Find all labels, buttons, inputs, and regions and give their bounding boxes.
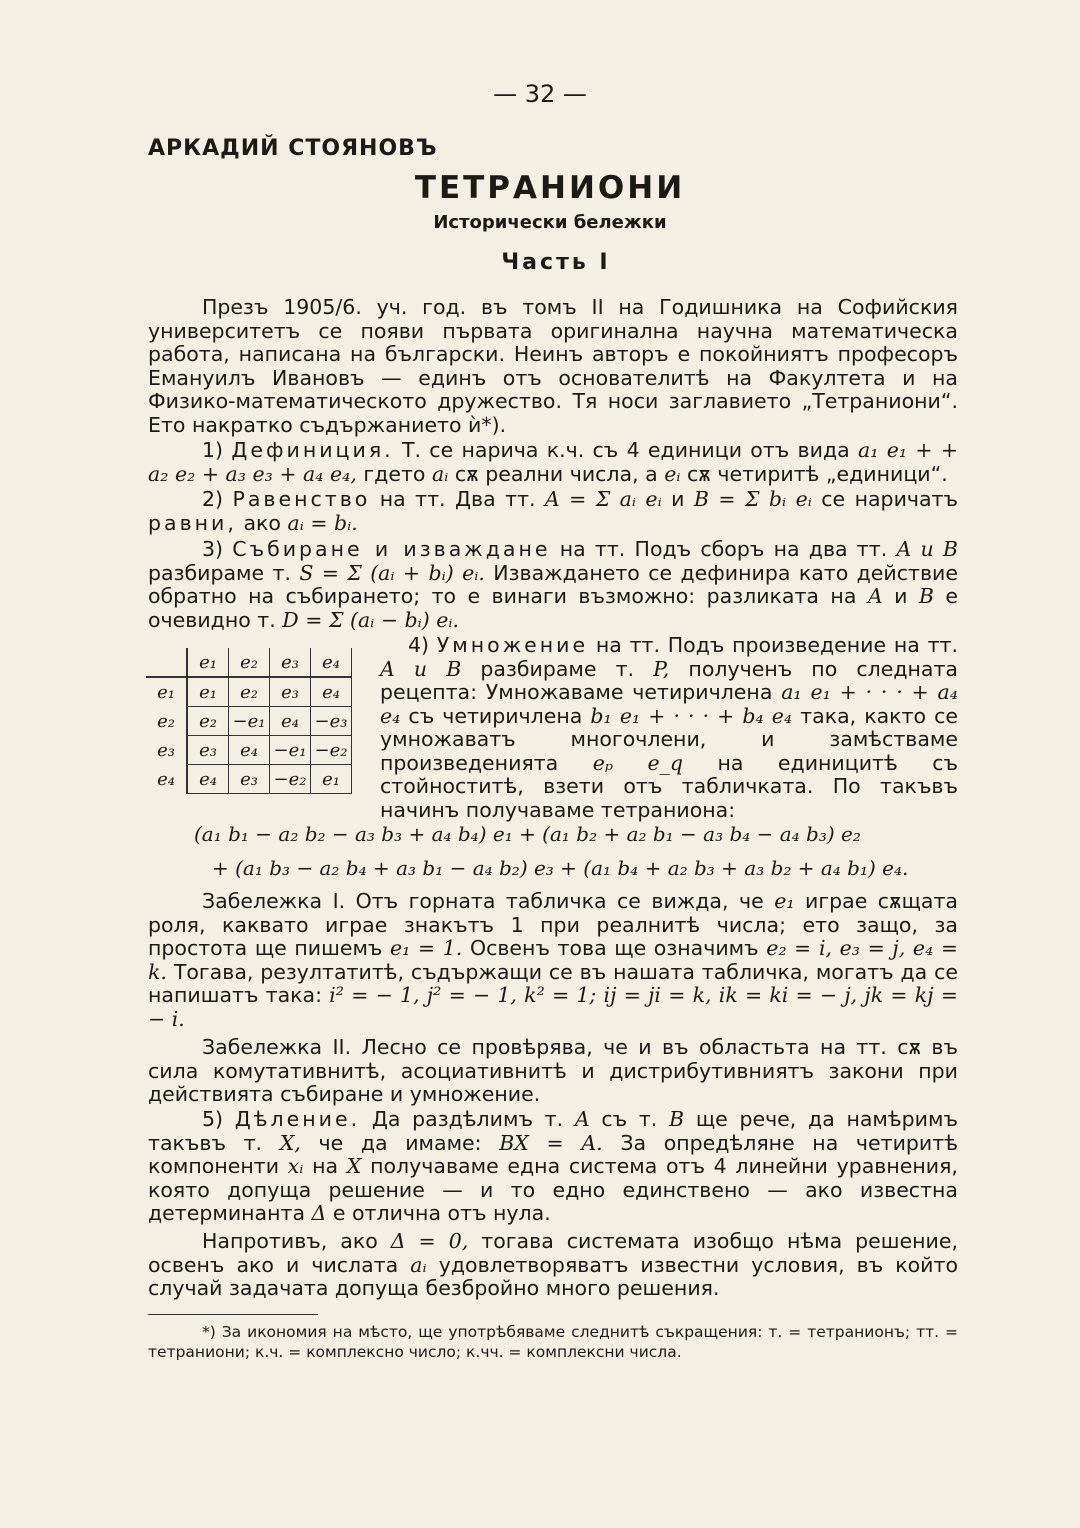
definition-paragraph: 1) Дефиниция. Т. се нарича к.ч. съ 4 единици отъ вида a₁ e₁ + + a₂ e₂ + a₃ e₃ + a₄ e₄, гдето aᵢ сѫ реални числа, а eᵢ сѫ четиритѣ „единици“. — [148, 438, 958, 486]
footnote: *) За икономия на мѣсто, ще употрѣбяваме следнитѣ съкращения: т. = тетранионъ; тт. = тетраниони; к.ч. = комплексно число; к.чч. = комплексни числа. — [148, 1323, 958, 1361]
product-formula-line-2: + (a₁ b₃ − a₂ b₄ + a₃ b₁ − a₄ b₂) e₃ + (a₁ b₄ + a₂ b₃ + a₃ b₂ + a₄ b₁) e₄. — [212, 856, 909, 880]
footnote-divider — [148, 1314, 318, 1315]
addition-heading: Събиране и изваждане — [232, 537, 551, 561]
division-heading: Дѣление. — [234, 1107, 361, 1131]
part-heading: Часть I — [501, 250, 611, 275]
table-row: e₂ e₂ −e₁ e₄ −e₃ — [146, 707, 352, 736]
remark-1: Забележка I. Отъ горната табличка се вижда, че e₁ играе сѫщата роля, каквато играе знакътъ 1 при реалнитѣ числа; ето защо, за простота ще пишемъ e₁ = 1. Освенъ това ще означимъ e₂ = i, e₃ = j, e₄ = k. Тогава, резултатитѣ, съдържащи се въ нашата табличка, могатъ да се напишатъ така: i² = − 1, j² = − 1, k² = 1; ij = ji = k, ik = ki = − j, jk = kj = − i. — [148, 889, 958, 1031]
remark-2: Забележка II. Лесно се провѣрява, че и въ областьта на тт. сѫ въ сила комутативнитѣ, асоциативнитѣ и дистрибутивниятъ закони при действията събиране и умножение. — [148, 1035, 958, 1106]
division-paragraph: 5) Дѣление. Да раздѣлимъ т. A съ т. B ще рече, да намѣримъ такъвъ т. X, че да имаме: BX = A. За опредѣляне на четиритѣ компоненти xᵢ на X получаваме една система отъ 4 линейни уравнения, която допуща решение — и то едно единствено — ако известна детерминанта Δ е отлична отъ нула. — [148, 1107, 958, 1225]
equality-heading: Равенство — [232, 487, 371, 511]
equality-paragraph: 2) Равенство на тт. Два тт. A = Σ aᵢ eᵢ и B = Σ bᵢ eᵢ се наричатъ равни, ако aᵢ = bᵢ. — [148, 487, 958, 535]
author: АРКАДИЙ СТОЯНОВЪ — [148, 136, 438, 161]
page-number: — 32 — — [493, 80, 587, 108]
table-header-row: e₁ e₂ e₃ e₄ — [146, 648, 352, 677]
contra-paragraph: Напротивъ, ако Δ = 0, тогава системата изобщо нѣма решение, освенъ ако и числата aᵢ удовлетворяватъ известни условия, въ който случай задачата допуща безбройно много решения. — [148, 1229, 958, 1300]
multiplication-heading: Умножение — [436, 633, 589, 657]
intro-paragraph: Презъ 1905/6. уч. год. въ томъ II на Годишника на Софийския университетъ се появи първата оригинална научна математическа работа, написана на български. Неинъ авторъ е покойниятъ професоръ Емануилъ Ивановъ — единъ отъ основателитѣ на Факултета и на Физико-математическото дружество. Тя носи заглавието „Тетраниони“. Ето накратко съдържанието ѝ*). — [148, 295, 958, 437]
table-row: e₄ e₄ e₃ −e₂ e₁ — [146, 765, 352, 794]
addition-paragraph: 3) Събиране и изваждане на тт. Подъ сборъ на два тт. A и B разбираме т. S = Σ (aᵢ + bᵢ) eᵢ. Изваждането се дефинира като действие обратно на събирането; то е винаги възможно: разликата на A и B е очевидно т. D = Σ (aᵢ − bᵢ) eᵢ. — [148, 537, 958, 632]
multiplication-table — [146, 648, 352, 794]
article-subtitle: Исторически бележки — [433, 212, 667, 233]
article-title: ТЕТРАНИОНИ — [414, 170, 686, 206]
table-row: e₁ e₁ e₂ e₃ e₄ — [146, 677, 352, 707]
table-row: e₃ e₃ e₄ −e₁ −e₂ — [146, 736, 352, 765]
product-formula-line-1: (a₁ b₁ − a₂ b₂ − a₃ b₃ + a₄ b₄) e₁ + (a₁ b₂ + a₂ b₁ − a₃ b₄ − a₄ b₃) e₂ — [194, 822, 861, 846]
multiplication-paragraph: 4) Умножение на тт. Подъ произведение на тт. A и B разбираме т. P, полученъ по следната рецепта: Умножаваме четиричлена a₁ e₁ + · · · + a₄ e₄ съ четиричлена b₁ e₁ + · · · + b₄ e₄ така, както се умножаватъ многочлени, и замѣстваме произведенията eₚ e_q на единицитѣ съ стойноститѣ, взети отъ табличката. По такъвъ начинъ получаваме тетраниона: — [380, 633, 958, 822]
definition-heading: Дефиниция. — [231, 438, 394, 462]
